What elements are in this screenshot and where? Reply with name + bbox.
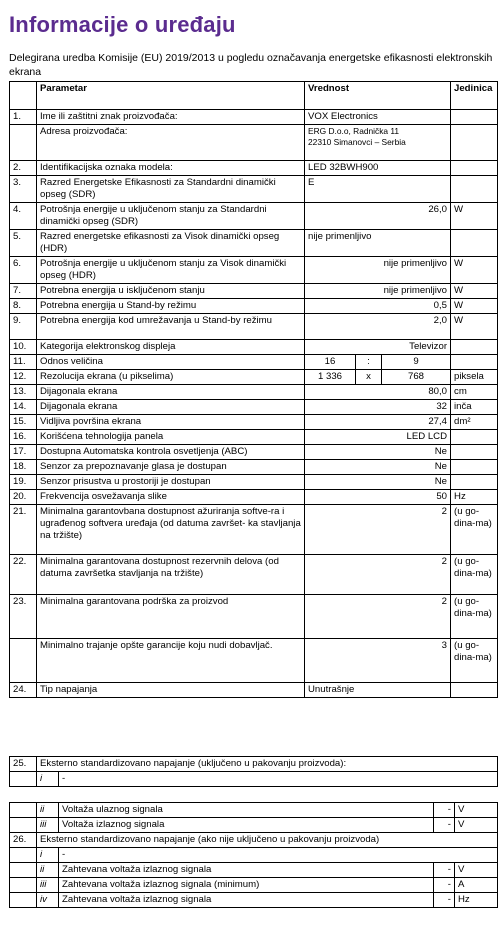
row-parameter: Dijagonala ekrana (37, 400, 305, 415)
row-parameter: Potrošnja energije u uključenom stanju za Visok dinamički opseg (HDR) (37, 257, 305, 284)
row-value: - (434, 863, 455, 878)
table-row (10, 505, 498, 555)
table-row (10, 445, 498, 460)
table-row (10, 385, 498, 400)
row-unit: inča (451, 400, 498, 415)
row-value: 80,0 (305, 385, 451, 400)
row-parameter: Potrošnja energije u uključenom stanju za Standardni dinamički opseg (SDR) (37, 203, 305, 230)
header-unit: Jedinica (451, 82, 498, 110)
table-row (10, 314, 498, 340)
row-unit (451, 460, 498, 475)
address-line-2: 22310 Simanovci – Serbia (308, 137, 406, 147)
table-row (10, 803, 498, 818)
table-row (10, 863, 498, 878)
row-parameter: Kategorija elektronskog displeja (37, 340, 305, 355)
table-row (10, 400, 498, 415)
row-number: 3. (10, 176, 37, 203)
row-parameter: Tip napajanja (37, 683, 305, 698)
row-unit (451, 230, 498, 257)
row-index: i (37, 772, 59, 787)
header-value: Vrednost (305, 82, 451, 110)
row-parameter: Potrebna energija kod umrežavanja u Stand-by režimu (37, 314, 305, 340)
table-row (10, 355, 498, 370)
table-row (10, 595, 498, 639)
row-number: 25. (10, 757, 37, 772)
row-number: 4. (10, 203, 37, 230)
row-number: 9. (10, 314, 37, 340)
row-number: 22. (10, 555, 37, 595)
row-unit: W (451, 284, 498, 299)
row-value: 3 (305, 639, 451, 683)
row-number: 16. (10, 430, 37, 445)
row-parameter: Senzor za prepoznavanje glasa je dostupan (37, 460, 305, 475)
row-number: 8. (10, 299, 37, 314)
table-row (10, 833, 498, 848)
row-number: 26. (10, 833, 37, 848)
row-unit (451, 161, 498, 176)
row-value: nije primenljivo (305, 230, 451, 257)
row-value: 2 (305, 595, 451, 639)
row-unit: Hz (451, 490, 498, 505)
row-parameter: Zahtevana voltaža izlaznog signala (59, 863, 434, 878)
row-unit (451, 683, 498, 698)
table-row (10, 257, 498, 284)
row-number: 18. (10, 460, 37, 475)
row-number: 6. (10, 257, 37, 284)
row-unit (451, 125, 498, 161)
page-title: Informacije o uređaju (9, 12, 236, 37)
row-number: 10. (10, 340, 37, 355)
row-unit: dm² (451, 415, 498, 430)
table-row (10, 475, 498, 490)
row-value: - (59, 772, 498, 787)
resolution-separator: x (356, 370, 382, 385)
row-number (10, 803, 37, 818)
row-value: - (434, 893, 455, 908)
row-value: - (434, 803, 455, 818)
row-parameter: Ime ili zaštitni znak proizvođača: (37, 110, 305, 125)
row-parameter: Minimalna garantovana podrška za proizvod (37, 595, 305, 639)
table-row (10, 490, 498, 505)
table-row (10, 230, 498, 257)
row-number: 1. (10, 110, 37, 125)
row-parameter: Identifikaciјska oznaka modela: (37, 161, 305, 176)
table-row (10, 415, 498, 430)
row-number (10, 893, 37, 908)
row-parameter: Minimalno trajanje opšte garancije koju nudi dobavljač. (37, 639, 305, 683)
row-unit: A (455, 878, 498, 893)
row-number: 21. (10, 505, 37, 555)
row-unit (451, 445, 498, 460)
table-row (10, 555, 498, 595)
row-index: i (37, 848, 59, 863)
row-parameter: Eksterno standardizovano napajanje (ako nije uključeno u pakovanju proizvoda) (37, 833, 498, 848)
row-parameter: Zahtevana voltaža izlaznog signala (minimum) (59, 878, 434, 893)
row-value: - (59, 848, 498, 863)
row-number: 15. (10, 415, 37, 430)
row-value: LED LCD (305, 430, 451, 445)
row-parameter: Senzor prisustva u prostoriji je dostupan (37, 475, 305, 490)
row-unit: W (451, 299, 498, 314)
row-unit: (u go-dina-ma) (451, 595, 498, 639)
row-unit: W (451, 203, 498, 230)
row-unit: (u go-dina-ma) (451, 505, 498, 555)
row-unit: V (455, 818, 498, 833)
row-unit (451, 430, 498, 445)
table-row (10, 430, 498, 445)
row-number: 13. (10, 385, 37, 400)
row-index: ii (37, 863, 59, 878)
row-unit: V (455, 863, 498, 878)
row-value: Televizor (305, 340, 451, 355)
external-power-table (9, 802, 498, 908)
row-value (305, 125, 451, 161)
row-value: 26,0 (305, 203, 451, 230)
row-unit (451, 176, 498, 203)
row-parameter: Potrebna energija u Stand-by režimu (37, 299, 305, 314)
row-number: 5. (10, 230, 37, 257)
row-parameter: Minimalna garantovana dostupnost rezervnih delova (od datuma završetka stavljanja na tržište) (37, 555, 305, 595)
row-number (10, 878, 37, 893)
table-row (10, 848, 498, 863)
row-parameter: Zahtevana voltaža izlaznog signala (59, 893, 434, 908)
table-row (10, 203, 498, 230)
table-row (10, 370, 498, 385)
table-row (10, 893, 498, 908)
row-number: 11. (10, 355, 37, 370)
row-value: Ne (305, 460, 451, 475)
row-number: 20. (10, 490, 37, 505)
product-info-table (9, 81, 498, 698)
table-row (10, 639, 498, 683)
row-number: 12. (10, 370, 37, 385)
row-value: Ne (305, 475, 451, 490)
row-unit (451, 475, 498, 490)
table-row (10, 818, 498, 833)
table-row (10, 110, 498, 125)
row-number (10, 818, 37, 833)
row-parameter: Potrebna energija u isključenom stanju (37, 284, 305, 299)
row-value: nije primenljivo (305, 284, 451, 299)
row-value: Unutrašnje (305, 683, 451, 698)
table-row (10, 757, 498, 772)
row-number: 24. (10, 683, 37, 698)
row-index: ii (37, 803, 59, 818)
resolution-width: 1 336 (305, 370, 356, 385)
row-parameter: Dijagonala ekrana (37, 385, 305, 400)
row-parameter: Razred energetske efikasnosti za Visok dinamički opseg (HDR) (37, 230, 305, 257)
table-row (10, 176, 498, 203)
row-unit: cm (451, 385, 498, 400)
row-parameter: Odnos veličina (37, 355, 305, 370)
table-row (10, 299, 498, 314)
row-value: 2,0 (305, 314, 451, 340)
row-value: nije primenljivo (305, 257, 451, 284)
row-parameter: Voltaža izlaznog signala (59, 818, 434, 833)
row-unit: W (451, 314, 498, 340)
regulation-subtitle: Delegirana uredba Komisije (EU) 2019/2013 u pogledu označavanja energetske efikasnosti elektronskih ekrana (9, 52, 493, 78)
row-parameter: Minimalna garantovbana dostupnost ažuriranja softve-ra i ugrađenog softvera uređaja (od datuma završet- ka stavljanja na tržište) (37, 505, 305, 555)
row-parameter: Vidljiva površina ekrana (37, 415, 305, 430)
row-parameter: Frekvencija osvežavanja slike (37, 490, 305, 505)
row-unit: piksela (451, 370, 498, 385)
header-number-cell (10, 82, 37, 110)
row-value: 32 (305, 400, 451, 415)
row-number: 7. (10, 284, 37, 299)
row-number (10, 863, 37, 878)
row-value: VOX Electronics (305, 110, 451, 125)
table-row (10, 161, 498, 176)
row-unit (451, 340, 498, 355)
row-value: Ne (305, 445, 451, 460)
aspect-separator: : (356, 355, 382, 370)
table-row (10, 460, 498, 475)
row-value: LED 32BWH900 (305, 161, 451, 176)
table-row (10, 772, 498, 787)
row-parameter: Adresa proizvođača: (37, 125, 305, 161)
row-index: iii (37, 878, 59, 893)
external-power-included-table (9, 756, 498, 787)
row-unit (451, 110, 498, 125)
row-unit: V (455, 803, 498, 818)
row-value: E (305, 176, 451, 203)
row-number: 14. (10, 400, 37, 415)
row-number (10, 125, 37, 161)
row-number: 17. (10, 445, 37, 460)
row-number: 2. (10, 161, 37, 176)
row-number (10, 639, 37, 683)
row-parameter: Razred Energetske Efikasnosti za Standardni dinamički opseg (SDR) (37, 176, 305, 203)
table-row (10, 878, 498, 893)
aspect-height: 9 (382, 355, 451, 370)
row-index: iii (37, 818, 59, 833)
row-unit (451, 355, 498, 370)
row-index: iv (37, 893, 59, 908)
row-unit: W (451, 257, 498, 284)
row-number (10, 848, 37, 863)
resolution-height: 768 (382, 370, 451, 385)
table-row (10, 125, 498, 161)
table-row (10, 340, 498, 355)
row-value: - (434, 818, 455, 833)
row-parameter: Eksterno standardizovano napajanje (uključeno u pakovanju proizvoda): (37, 757, 498, 772)
row-unit: (u go-dina-ma) (451, 555, 498, 595)
row-parameter: Dostupna Automatska kontrola osvetljenja (ABC) (37, 445, 305, 460)
row-value: 0,5 (305, 299, 451, 314)
row-value: - (434, 878, 455, 893)
header-parameter: Parametar (37, 82, 305, 110)
row-number: 23. (10, 595, 37, 639)
row-number: 19. (10, 475, 37, 490)
row-value: 50 (305, 490, 451, 505)
row-unit: (u go-dina-ma) (451, 639, 498, 683)
aspect-width: 16 (305, 355, 356, 370)
row-unit: Hz (455, 893, 498, 908)
table-row (10, 284, 498, 299)
row-parameter: Voltaža ulaznog signala (59, 803, 434, 818)
row-value: 2 (305, 555, 451, 595)
table-header-row (10, 82, 498, 110)
row-value: 27,4 (305, 415, 451, 430)
table-row (10, 683, 498, 698)
row-number (10, 772, 37, 787)
row-value: 2 (305, 505, 451, 555)
row-parameter: Korišćena tehnologija panela (37, 430, 305, 445)
row-parameter: Rezolucija ekrana (u pikselima) (37, 370, 305, 385)
address-line-1: ERG D.o.o, Radnička 11 (308, 126, 400, 136)
